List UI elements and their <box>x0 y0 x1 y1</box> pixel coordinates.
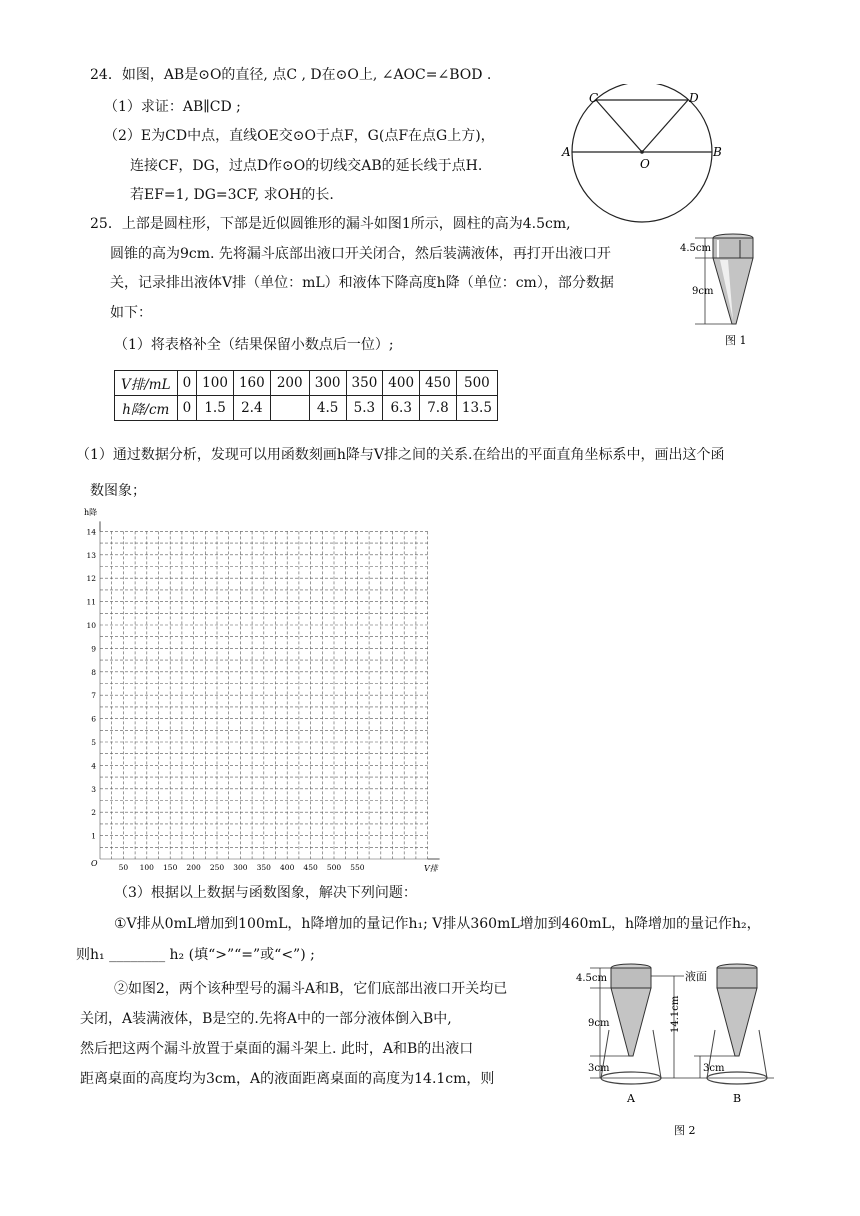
x-tick-label: 100 <box>139 863 154 872</box>
q25-stem-line3: 关，记录排出液体V排（单位：mL）和液体下降高度h降（单位：cm），部分数据 <box>110 275 614 291</box>
segment-oc <box>596 100 642 152</box>
segment-od <box>642 100 688 152</box>
table-cell-blank[interactable] <box>270 396 309 421</box>
q24-part2-line2: 连接CF，DG，过点D作⊙O的切线交AB的延长线于点H. <box>130 158 483 174</box>
q24-circle-figure <box>560 84 730 224</box>
table-cell: 0 <box>177 371 197 396</box>
y-tick-label: 10 <box>86 621 96 630</box>
fig1-top-label: 4.5cm <box>680 243 711 254</box>
x-tick-label: 300 <box>233 863 248 872</box>
q25-q2-line3: 然后把这两个漏斗放置于桌面的漏斗架上. 此时，A和B的出液口 <box>80 1041 474 1057</box>
point-o <box>640 150 644 154</box>
table-cell: 300 <box>309 371 346 396</box>
x-tick-label: 550 <box>350 863 365 872</box>
fig2-name-a: A <box>627 1092 635 1105</box>
q24-stem: 24．如图，AB是⊙O的直径, 点C , D在⊙O上, ∠AOC=∠BOD . <box>90 67 492 83</box>
coordinate-grid[interactable] <box>78 505 448 875</box>
table-cell: 0 <box>177 396 197 421</box>
x-tick-label: 150 <box>163 863 178 872</box>
x-tick-label: 200 <box>186 863 201 872</box>
table-cell: 4.5 <box>309 396 346 421</box>
x-tick-label: 250 <box>209 863 225 872</box>
q25-part2-line2: 数图象； <box>90 483 146 499</box>
y-axis-label: h降 <box>84 508 98 517</box>
y-tick-label: 4 <box>91 761 96 771</box>
x-tick-label: 450 <box>303 863 318 872</box>
q25-q2-line4: 距离桌面的高度均为3cm，A的液面距离桌面的高度为14.1cm，则 <box>80 1071 495 1087</box>
q25-part2-line1: （1）通过数据分析，发现可以用函数刻画h降与V排之间的关系.在给出的平面直角坐标系中，画出这个函 <box>76 447 725 463</box>
table-cell: 1.5 <box>197 396 234 421</box>
x-tick-label: 500 <box>326 863 342 872</box>
y-tick-label: 9 <box>91 644 96 654</box>
x-axis-label: V排 <box>424 864 438 873</box>
table-row-h <box>115 396 498 421</box>
x-tick-label: 400 <box>280 863 295 872</box>
y-tick-label: 6 <box>91 714 96 724</box>
table-cell: 100 <box>197 371 234 396</box>
label-b: B <box>713 145 722 159</box>
table-cell: 6.3 <box>383 396 420 421</box>
table-cell: 350 <box>346 371 383 396</box>
y-tick-label: 2 <box>91 808 96 818</box>
table-cell: 400 <box>383 371 420 396</box>
q24-part1: （1）求证：AB∥CD ; <box>104 99 241 115</box>
fig2-name-b: B <box>733 1092 742 1105</box>
label-d: D <box>689 91 699 105</box>
fig2-caption: 图 2 <box>674 1124 696 1137</box>
funnel-figure-2 <box>574 960 784 1140</box>
fig1-bottom-label: 9cm <box>692 286 714 297</box>
table-row-v <box>115 371 498 396</box>
y-tick-label: 3 <box>91 784 96 794</box>
table-cell: 5.3 <box>346 396 383 421</box>
q25-stem-line1: 25．上部是圆柱形，下部是近似圆锥形的漏斗如图1所示，圆柱的高为4.5cm, <box>90 216 571 232</box>
x-tick-label: 50 <box>118 863 129 872</box>
q25-part1: （1）将表格补全（结果保留小数点后一位）; <box>114 337 394 353</box>
y-tick-label: 13 <box>86 550 96 560</box>
label-c: C <box>589 91 599 105</box>
table-cell: 2.4 <box>233 396 270 421</box>
y-tick-label: 11 <box>86 597 96 607</box>
fig2-label-bot-b: 3cm <box>703 1063 725 1074</box>
table-cell: 450 <box>420 371 457 396</box>
q25-q2-line2: 关闭，A装满液体，B是空的.先将A中的一部分液体倒入B中, <box>80 1011 452 1027</box>
fig2-label-bot: 3cm <box>588 1063 610 1074</box>
q24-part2-line3: 若EF=1, DG=3CF, 求OH的长. <box>130 187 334 203</box>
y-tick-label: 5 <box>91 738 96 747</box>
table-cell: 13.5 <box>456 396 497 421</box>
table-cell: 160 <box>233 371 270 396</box>
y-tick-label: 1 <box>91 831 96 841</box>
fig2-label-total: 14.1cm <box>670 995 681 1033</box>
table-cell: 200 <box>270 371 309 396</box>
x-tick-label: 350 <box>256 863 271 872</box>
funnel-figure-1 <box>680 232 780 364</box>
y-tick-label: 12 <box>86 574 96 584</box>
fig2-label-mid: 9cm <box>588 1018 610 1029</box>
table-cell: 7.8 <box>420 396 457 421</box>
funnel-a <box>601 964 661 1084</box>
y-tick-label: 8 <box>91 667 96 677</box>
fig1-caption: 图 1 <box>725 334 747 347</box>
q25-stem-line2: 圆锥的高为9cm. 先将漏斗底部出液口开关闭合，然后装满液体，再打开出液口开 <box>110 246 611 262</box>
table-row-label: V排/mL <box>115 371 178 396</box>
label-a: A <box>562 145 571 159</box>
q24-part2-line1: （2）E为CD中点，直线OE交⊙O于点F，G(点F在点G上方)， <box>104 128 495 144</box>
fig2-label-top: 4.5cm <box>576 973 607 984</box>
y-tick-label: 14 <box>86 527 96 537</box>
table-cell: 500 <box>456 371 497 396</box>
table-row-label: h降/cm <box>115 396 178 421</box>
origin-label: O <box>91 859 98 868</box>
q25-stem-line4: 如下： <box>110 305 152 321</box>
y-tick-label: 7 <box>91 691 96 701</box>
fig2-label-liquid: 液面 <box>685 970 707 983</box>
q25-part3: （3）根据以上数据与函数图象，解决下列问题： <box>114 885 417 901</box>
q25-q1-line1: ①V排从0mL增加到100mL，h降增加的量记作h₁; V排从360mL增加到460mL，h降增加的量记作h₂， <box>114 916 761 932</box>
q25-q1-line2: 则h₁ ________ h₂ (填“>”“=”或“<”) ; <box>76 947 315 963</box>
q25-q2-line1: ②如图2，两个该种型号的漏斗A和B，它们底部出液口开关均已 <box>114 981 508 997</box>
label-o: O <box>640 157 650 171</box>
data-table <box>114 370 498 421</box>
